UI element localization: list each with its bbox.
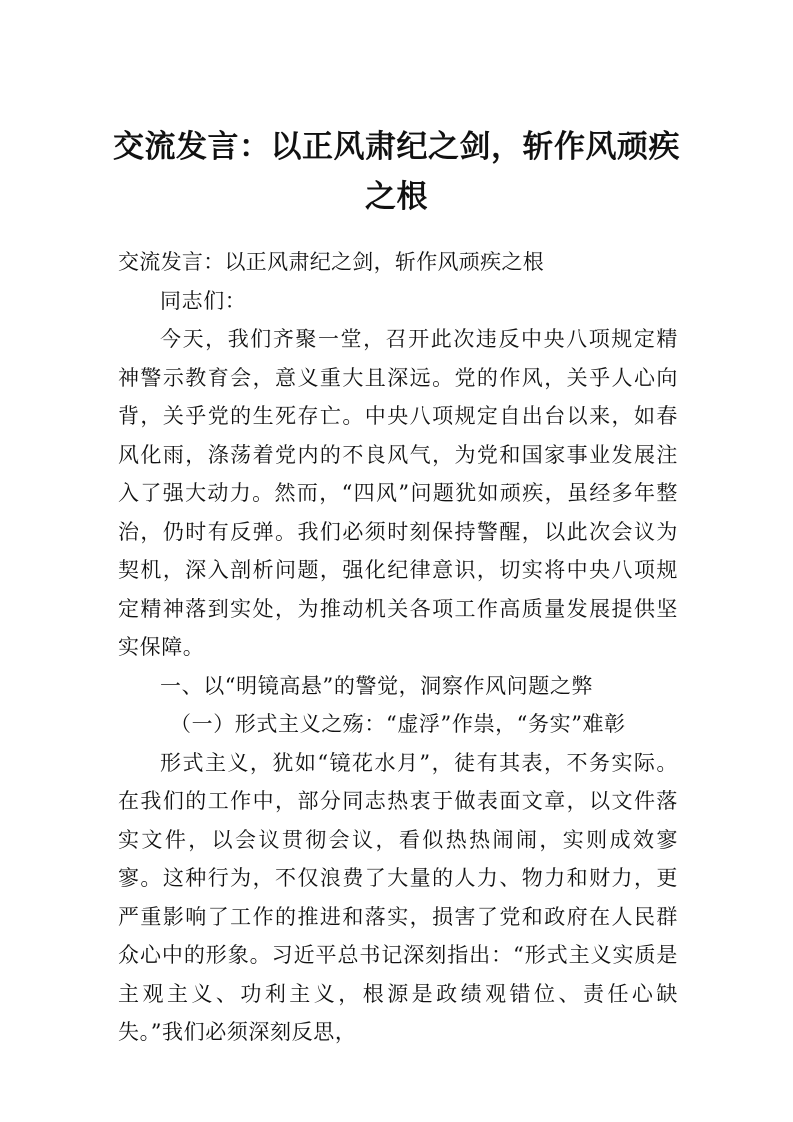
intro-paragraph: 今天，我们齐聚一堂，召开此次违反中央八项规定精神警示教育会，意义重大且深远。党的作风，关乎人心向背，关乎党的生死存亡。中央八项规定自出台以来，如春风化雨，涤荡着党内的不良风气，为党和国家事业发展注入了强大动力。然而，“四风”问题犹如顽疾，虽经多年整治，仍时有反弹。我们必须时刻保持警醒，以此次会议为契机，深入剖析问题，强化纪律意识，切实将中央八项规定精神落到实处，为推动机关各项工作高质量发展提供坚实保障。 (118, 327, 678, 659)
document-body (118, 243, 678, 1052)
subtitle-paragraph: 交流发言：以正风肃纪之剑，斩作风顽疾之根 (118, 250, 544, 274)
section-heading-1: 一、以“明镜高悬”的警觉，洞察作风问题之弊 (160, 673, 594, 698)
document-title: 交流发言：以正风肃纪之剑，斩作风顽疾之根 (113, 129, 680, 215)
salutation-paragraph: 同志们： (160, 288, 247, 313)
body-paragraph: 形式主义，犹如“镜花水月”，徒有其表，不务实际。在我们的工作中，部分同志热衷于做表面文章，以文件落实文件，以会议贯彻会议，看似热热闹闹，实则成效寥寥。这种行为，不仅浪费了大量的人力、物力和财力，更严重影响了工作的推进和落实，损害了党和政府在人民群众心中的形象。习近平总书记深刻指出：“形式主义实质是主观主义、功利主义，根源是政绩观错位、责任心缺失。”我们必须深刻反思， (118, 750, 678, 1044)
subsection-heading-1: （一）形式主义之殇：“虚浮”作祟，“务实”难彰 (170, 712, 626, 736)
